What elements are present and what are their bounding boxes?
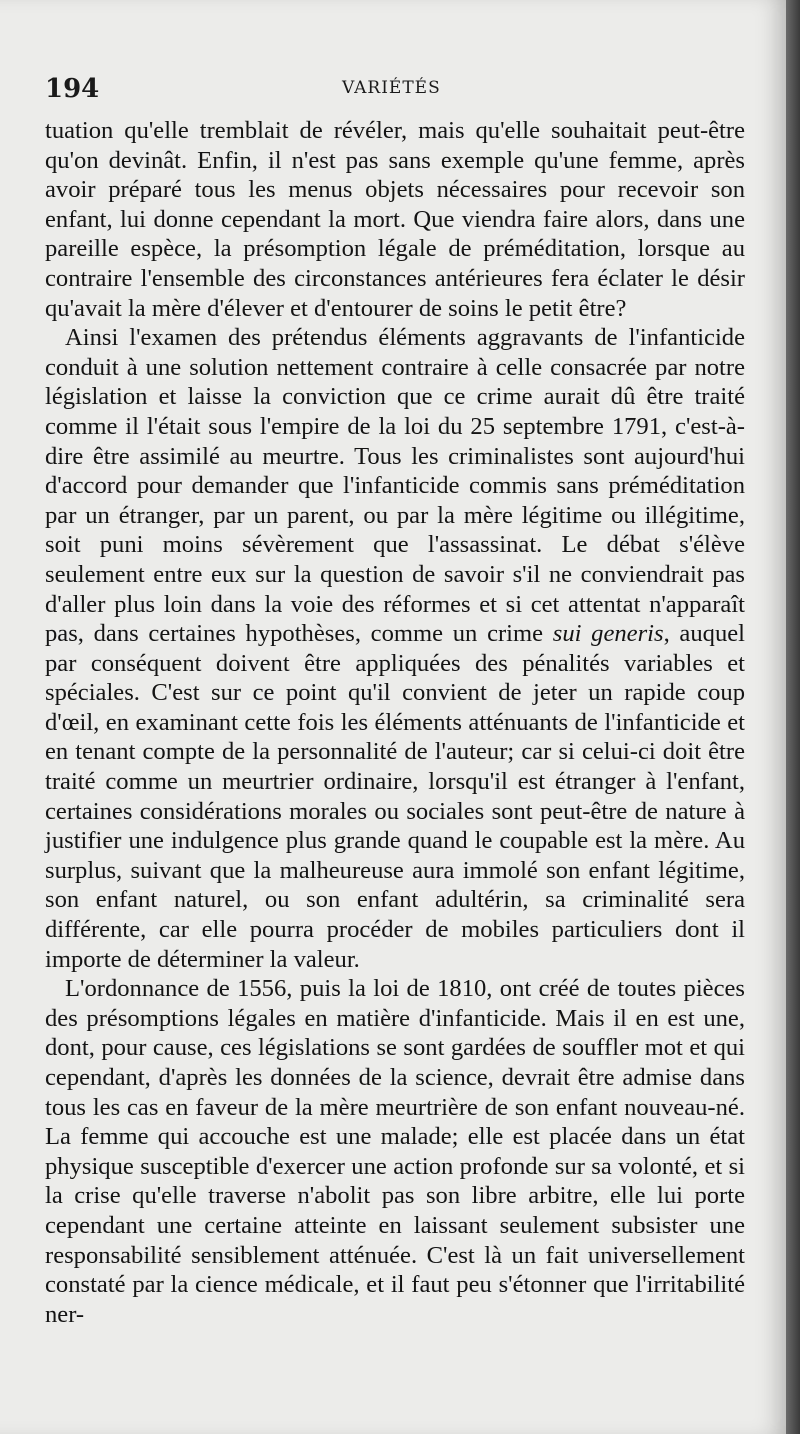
- paragraph-infanticide-elements: [45, 323, 745, 974]
- paragraph-text: tuation qu'elle tremblait de révéler, mais qu'elle souhaitait peut-être qu'on devinât. Enfin, il n'est pas sans exemple qu'une femme, après avoir préparé tous les menus objets nécessaires pour recevoir son enfant, lui donne cependant la mort. Que viendra faire alors, dans une pareille espèce, la présomption légale de préméditation, lorsque au contraire l'ensemble des circonstances antérieures fera éclater le désir qu'avait la mère d'élever et d'entourer de soins le petit être?: [45, 117, 745, 322]
- paragraph-continuation: [45, 116, 745, 323]
- body-text: [45, 116, 745, 1329]
- page-number: 194: [45, 74, 100, 104]
- paragraph-text-start: Ainsi l'examen des prétendus éléments aggravants de l'infanticide conduit à une solution nettement contraire à celle consacrée par notre législation et laisse la conviction que ce crime aurait dû être traité comme il l'était sous l'empire de la loi du 25 septembre 1791, c'est-à-dire être assimilé au meurtre. Tous les criminalistes sont aujourd'hui d'accord pour demander que l'infanticide commis sans préméditation par un étranger, par un parent, ou par la mère légitime ou illégitime, soit puni moins sévèrement que l'assassinat. Le débat s'élève seulement entre eux sur la question de savoir s'il ne conviendrait pas d'aller plus loin dans la voie des réformes et si cet attentat n'apparaît pas, dans certaines hypothèses, comme un crime: [45, 324, 745, 648]
- book-gutter-shadow: [786, 0, 800, 1434]
- paragraph-legal-presumptions: [45, 974, 745, 1329]
- paragraph-text: L'ordonnance de 1556, puis la loi de 1810, ont créé de toutes pièces des présomptions légales en matière d'infanticide. Mais il en est une, dont, pour cause, ces législations se sont gardées de souffler mot et qui cependant, d'après les données de la science, devrait être admise dans tous les cas en faveur de la mère meurtrière de son enfant nouveau-né. La femme qui accouche est une malade; elle est placée dans un état physique susceptible d'exercer une action profonde sur sa volonté, et si la crise qu'elle traverse n'abolit pas son libre arbitre, elle lui porte cependant une certaine atteinte en laissant seulement subsister une responsabilité sensiblement atténuée. C'est là un fait universellement constaté par la cience médicale, et il faut peu s'étonner que l'irritabilité ner-: [45, 975, 745, 1328]
- section-title: VARIÉTÉS: [342, 78, 441, 98]
- paragraph-text-end: , auquel par conséquent doivent être appliquées des pénalités variables et spéciales. C'est sur ce point qu'il convient de jeter un rapide coup d'œil, en examinant cette fois les éléments atténuants de l'infanticide et en tenant compte de la personnalité de l'auteur; car si celui-ci doit être traité comme un meurtrier ordinaire, lorsqu'il est étranger à l'enfant, certaines considérations morales ou sociales sont peut-être de nature à justifier une indulgence plus grande quand le coupable est la mère. Au surplus, suivant que la malheureuse aura immolé son enfant légitime, son enfant naturel, ou son enfant adultérin, sa criminalité sera différente, car elle pourra procéder de mobiles particuliers dont il importe de déterminer la valeur.: [45, 620, 745, 973]
- running-head: [45, 74, 745, 104]
- italic-phrase: sui generis: [552, 620, 664, 648]
